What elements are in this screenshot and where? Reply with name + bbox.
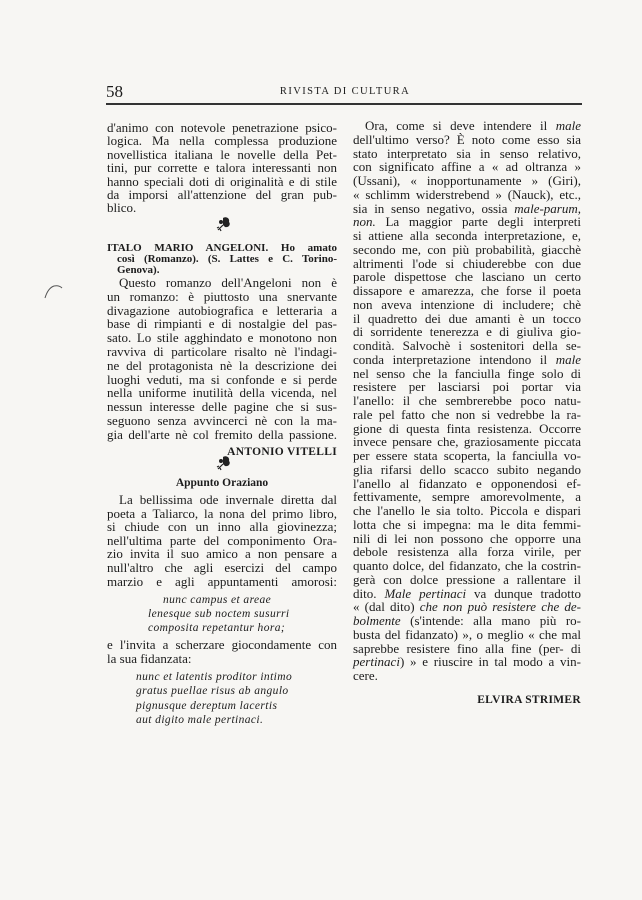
text-line: saprebbe resistere fino alla fine (per- di (353, 640, 581, 656)
text-line: rale pel fatto che non si vedrebbe la ra- (353, 406, 581, 422)
text-line: che l'anello le sia tolto. Piccola e dispari (353, 503, 581, 518)
text-line: dell'ultimo verso? È noto come esso sia (353, 131, 581, 147)
text-line: blico. (107, 200, 137, 216)
text-line: stato interpretato sia in senso relativo, (353, 145, 581, 161)
italic-segment: pertinaci (353, 654, 400, 670)
text-line: fettivamente, sempre amorevolmente, a (353, 489, 581, 505)
text-line: così (Romanzo). (S. Lattes e C. Torino- (117, 253, 337, 265)
text-line: composita repetantur hora; (148, 622, 286, 634)
fleuron-ornament-icon (214, 216, 232, 237)
text-line: nunc campus et areae (163, 594, 272, 606)
text-line: secondo me, con più probabilità, giacchè (353, 241, 581, 257)
text-line: zio invita il suo amico a non pensare a (107, 546, 337, 562)
text-line: di sorridente tenerezza e di giuliva gio- (353, 324, 581, 340)
text-line: nel senso che la fanciulla finge solo di (353, 365, 581, 381)
text-line: l'anello: il che sembrerebbe poco natu- (353, 393, 581, 408)
text-line: ravviva di particolare risalto nè l'indagi- (107, 344, 337, 359)
italic-segment: non. (353, 214, 376, 230)
text-line: ITALO MARIO ANGELONI. Ho amato (107, 242, 337, 254)
margin-pencil-mark (42, 282, 66, 302)
text-line: aut digito male pertinaci. (136, 713, 264, 726)
text-line: nili di lei non possono che opporre una (353, 530, 581, 546)
text-line: gerà con dolce pressione a rallentare il (353, 571, 581, 587)
text-line: sato. Lo stile agghindato e monotono non (107, 330, 337, 346)
italic-segment: male (555, 118, 581, 133)
text-segment: sia in senso negativo, ossia (353, 200, 515, 216)
text-line: (Ussani), « inopportunamente » (Giri), (353, 173, 581, 188)
text-line: il quadretto dei due amanti è un tocco (353, 310, 581, 326)
text-line: da imporsi all'attenzione del gran pub- (107, 187, 337, 202)
text-line: tini, pur corrette e talora interessanti non (107, 160, 337, 176)
text-line: nessun interesse delle pagine che si sus- (107, 399, 337, 415)
text-line: condità. Salvochè i sostenitori della se- (353, 338, 581, 353)
text-segment: (s'intende: alla mano più ro- (400, 613, 581, 628)
italic-segment: Male pertinaci (384, 585, 467, 601)
text-line: la sua fidanzata: (107, 651, 192, 666)
text-line: d'animo con notevole penetrazione psico- (107, 120, 337, 135)
text-line: hanno speciali doti di originalità e di stile (107, 173, 337, 189)
text-line: seguono senza avvincerci nè con la ma- (107, 413, 337, 428)
text-line: si attiene alla seconda interpretazione, e, (353, 228, 581, 243)
text-line: pignusque dereptum lacertis (136, 699, 278, 712)
text-line: si chiude con un inno alla giovinezza; (107, 519, 337, 535)
text-line: ne del protagonista nè la descrizione dei (107, 357, 337, 373)
text-line: con significato affine a « ad oltranza » (353, 159, 581, 175)
text-line: un romanzo: è piuttosto una snervante (107, 288, 337, 304)
text-line: La bellissima ode invernale diretta dal (119, 492, 337, 507)
page-number: 58 (106, 82, 123, 101)
text-line: nunc et latentis proditor intimo (136, 671, 293, 683)
text-line: poeta a Taliarco, la nona del primo libro, (107, 505, 337, 521)
text-line: gia dell'arte nè col fremito della passione. (107, 426, 337, 442)
text-line: lotta che si impegna: ma le dita femmi- (353, 516, 581, 532)
text-line: non aveva intenzione di includere; chè (353, 296, 581, 312)
article-author: ELVIRA STRIMER (477, 694, 581, 706)
text-segment: ) » e riuscire in tal modo a vin- (399, 654, 581, 670)
text-line: marzio e agli appuntamenti amorosi: (107, 573, 337, 589)
text-line: altrimenti l'ode si chiuderebbe con due (353, 255, 581, 271)
text-line: glia rifarsi dello scacco subito negando (353, 461, 581, 477)
text-segment: conda interpretazione intendono il (353, 351, 556, 367)
running-title: RIVISTA DI CULTURA (279, 86, 411, 97)
text-line: l'anello al fidanzato e opponendosi ef- (353, 475, 581, 491)
text-line: gione di questa finta resistenza. Occorre (353, 420, 581, 436)
text-segment: « (dal dito) (353, 599, 420, 615)
header-rule (106, 103, 582, 105)
text-line: novellistica italiana le novelle della Pet- (107, 146, 337, 162)
text-line: lenesque sub noctem susurri (148, 608, 290, 620)
text-segment: Ora, come si deve intendere il (365, 118, 556, 133)
text-line: cere. (353, 668, 378, 683)
text-line: quanto dolce, del fidanzato, che la costrin- (353, 558, 581, 573)
text-line: busta del fidanzato) », o meglio « che mal (353, 626, 581, 642)
text-segment: La maggior parte degli interpreti (375, 214, 581, 230)
text-line: « schlimm widerstrebend » (Nauck), etc., (353, 186, 581, 202)
text-line: invece pensare che, graziosamente piccata (353, 434, 581, 450)
text-segment: dito. (353, 585, 385, 601)
italic-segment: male-parum, (514, 200, 581, 216)
text-line: gratus puellae risus ab angulo (136, 685, 289, 698)
text-line: nella uniforme inutilità della vicenda, nel (107, 385, 337, 401)
text-line: e l'invita a scherzare giocondamente con (107, 637, 337, 652)
italic-segment: male (555, 351, 581, 367)
text-line: per essere stata scoperta, la fanciulla vo- (353, 448, 581, 463)
text-segment: va dunque tradotto (466, 585, 581, 601)
text-line: null'altro che agli esercizi del campo (107, 560, 337, 575)
text-line: debole resistenza alla forza virile, per (353, 544, 581, 560)
text-line: resistere per lasciarsi poi portar via (353, 379, 581, 395)
text-line: nell'ultima parte del componimento Ora- (107, 532, 337, 548)
text-line: base di rimpianti e di nostalgie del pas- (107, 316, 337, 332)
text-line: parole dispettose che lasciano un certo (353, 269, 581, 285)
text-line: Questo romanzo dell'Angeloni non è (119, 275, 337, 290)
text-line: divagazione autobiografica e letteraria a (107, 302, 337, 318)
review-author: ANTONIO VITELLI (227, 446, 337, 458)
text-line: Genova). (117, 264, 160, 276)
text-line: luoghi veduti, ma si confonde e si perde (107, 371, 337, 387)
italic-segment: bolmente (353, 613, 401, 628)
article-title: Appunto Oraziano (175, 477, 269, 489)
text-line: dissapore e amarezza, che forse il poeta (353, 283, 581, 298)
text-line: logica. Ma nella complessa produzione (107, 133, 337, 149)
italic-segment: che non può resistere che de- (419, 599, 581, 615)
